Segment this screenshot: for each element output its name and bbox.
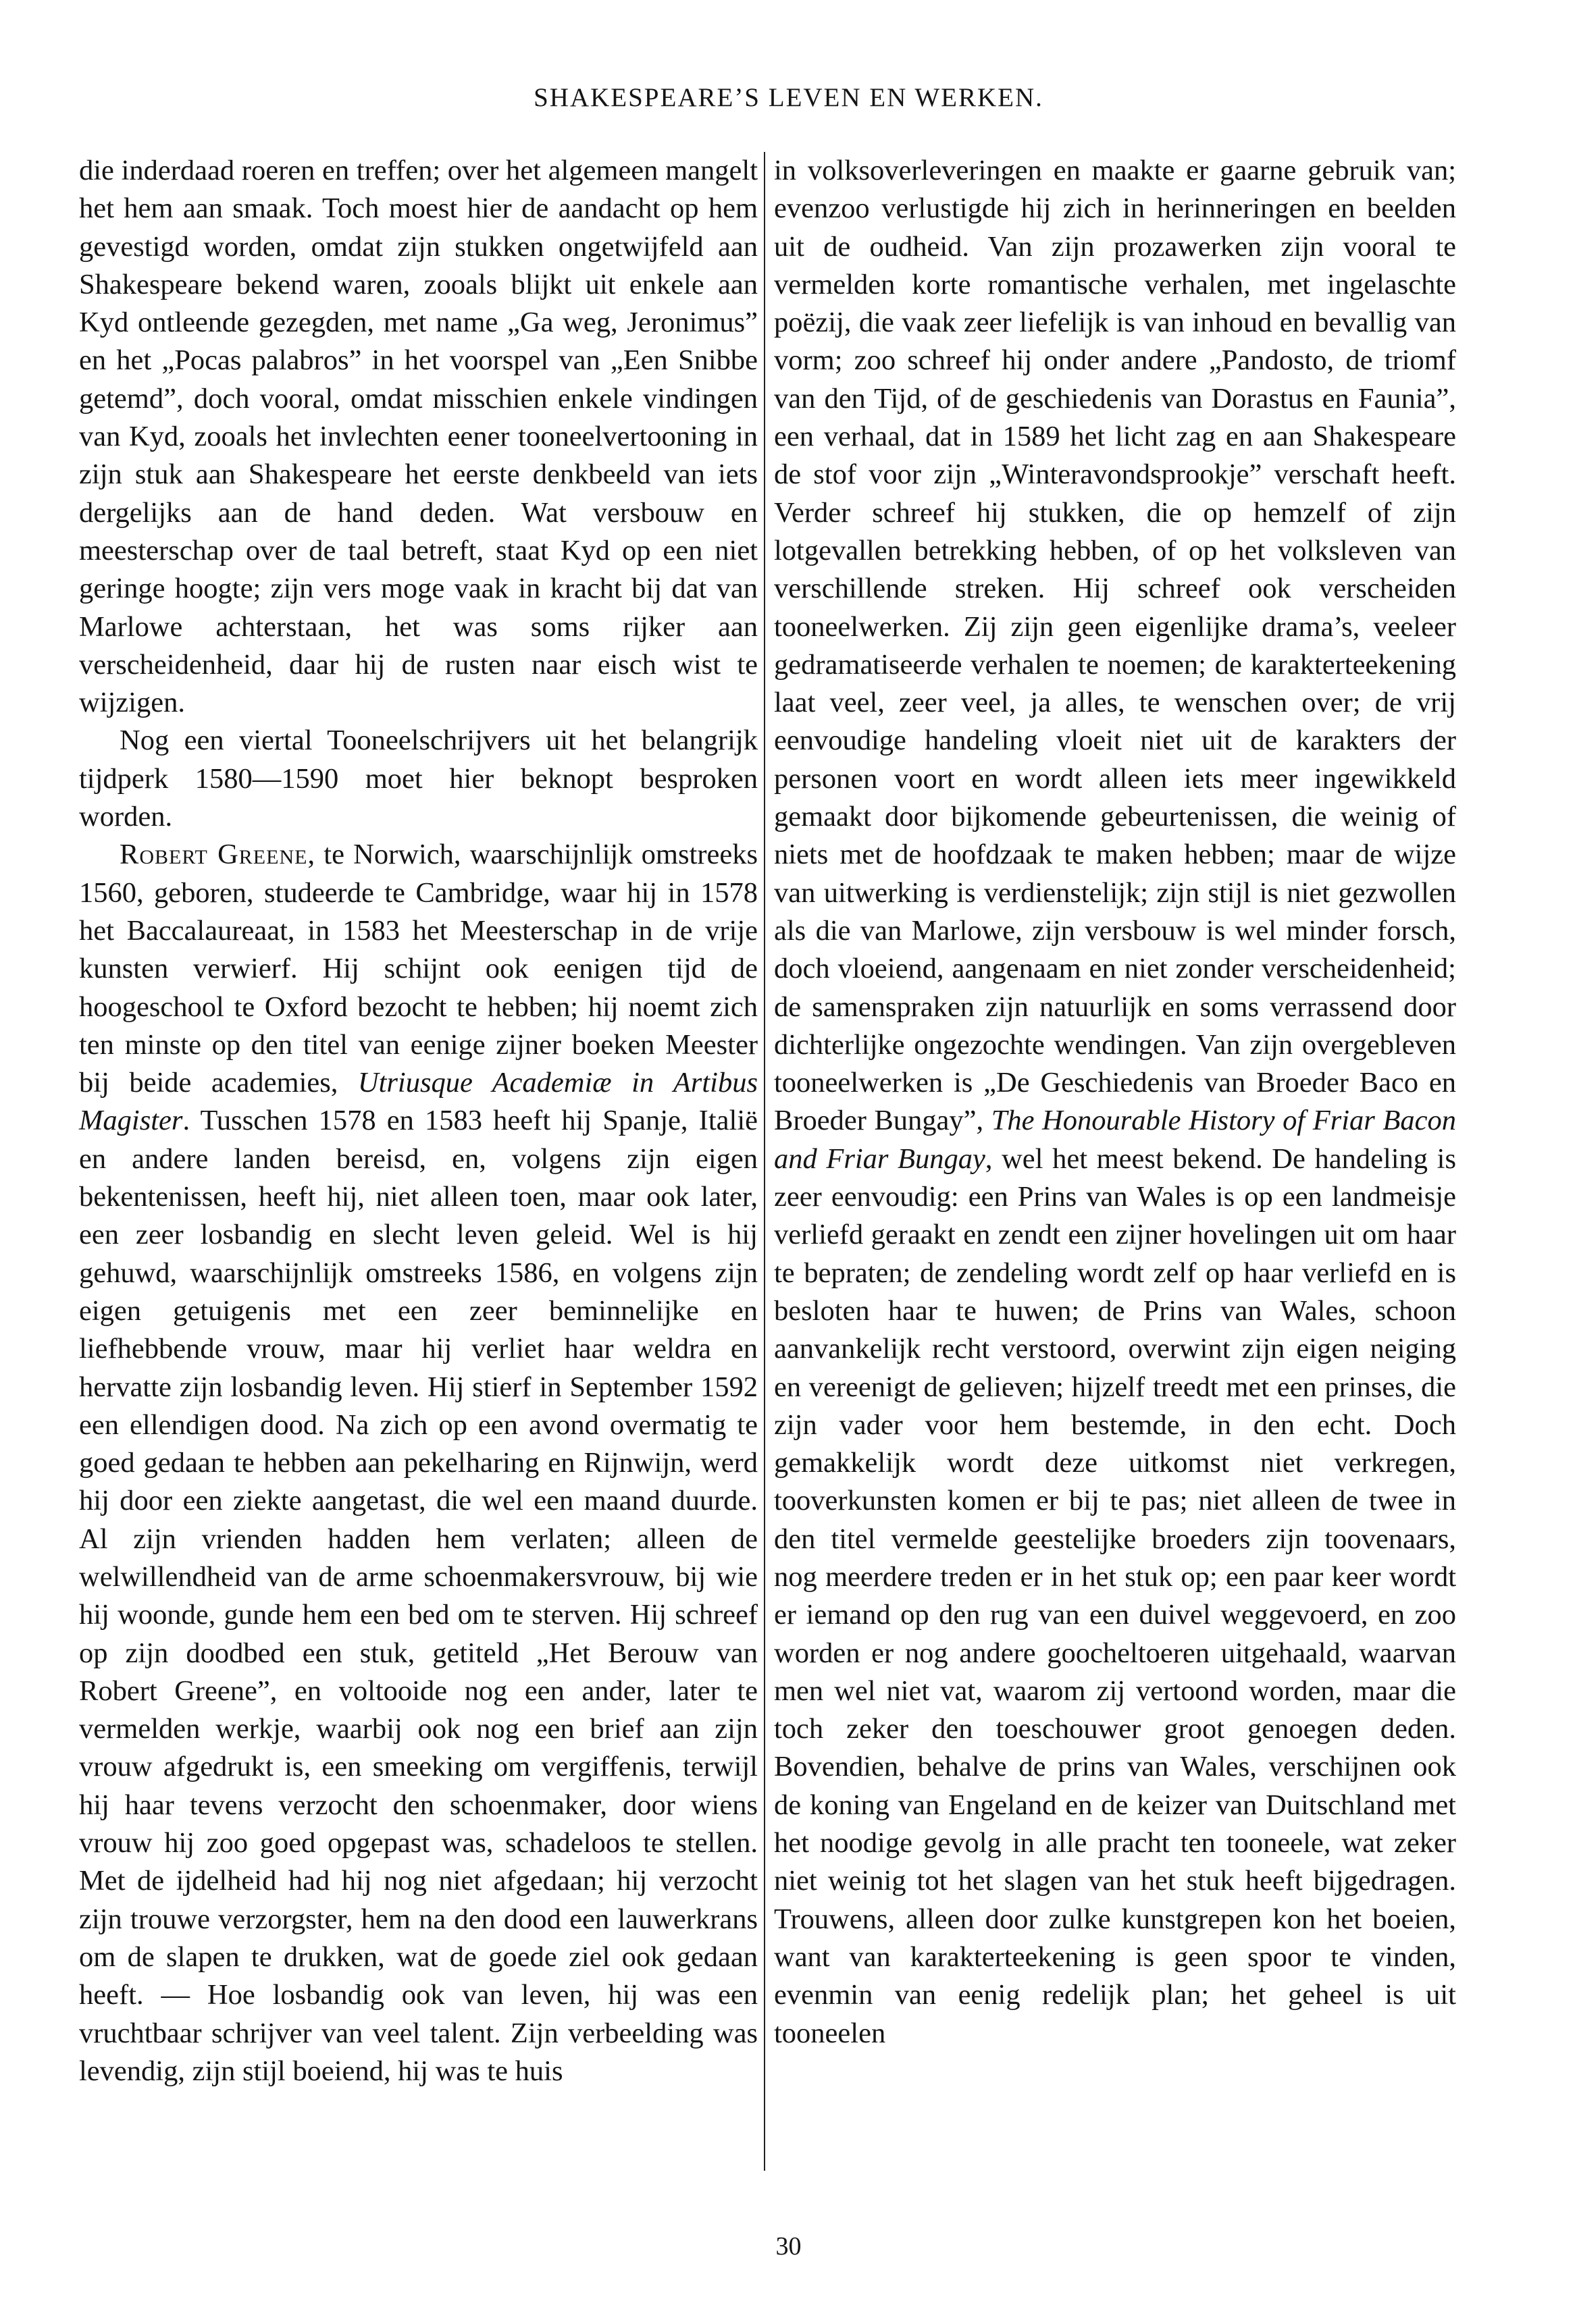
- left-column: [79, 152, 758, 2090]
- greene-works-part-2: , wel het meest bekend. De handeling is zeer eenvoudig: een Prins van Wales is op een landmeisje verliefd geraakt en zendt een zijner hovelingen uit om haar te bepraten; de zendeling wordt zelf op haar verliefd en is besloten haar te huwen; de Prins van Wales, schoon aanvankelijk recht verstoord, overwint zijn eigen neiging en vereenigt de gelieven; hijzelf treedt met een prinses, die zijn vader voor hem bestemde, in den echt. Doch gemakkelijk wordt deze uitkomst niet verkregen, tooverkunsten komen er bij te pas; niet alleen de twee in den titel vermelde geestelijke broeders zijn toovenaars, nog meerdere treden er in het stuk op; een paar keer wordt er iemand op den rug van een duivel weggevoerd, en zoo worden er nog andere goocheltoeren uitgehaald, waarvan men wel niet vat, waarom zij vertoond worden, maar die toch zeker den toeschouwer groot genoegen deden. Bovendien, behalve de prins van Wales, verschijnen ook de koning van Engeland en de keizer van Duitschland met het noodige gevolg in alle pracht ten tooneele, wat zeker niet weinig tot het slagen van het stuk heeft bijgedragen. Trouwens, alleen door zulke kunstgrepen kon het boeien, want van karakterteekening is geen spoor te vinden, evenmin van eenig redelijk plan; het geheel is uit tooneelen: [774, 1142, 1457, 2049]
- greene-bio-part-1: , te Norwich, waarschijnlijk omstreeks 1560, geboren, studeerde te Cambridge, waar hij in 1578 het Baccalaureaat, in 1583 het Meesterschap in de vrije kunsten verwierf. Hij schijnt ook eenigen tijd de hoogeschool te Oxford bezocht te hebben; hij noemt zich ten minste op den titel van eenige zijner boeken Meester bij beide academies,: [79, 839, 758, 1099]
- page-number: 30: [775, 2232, 802, 2261]
- right-column: [774, 152, 1456, 2053]
- greene-works-part-1: in volksoverleveringen en maakte er gaarne gebruik van; evenzoo verlustigde hij zich in herinneringen en beelden uit de oudheid. Van zijn prozawerken zijn vooral te vermelden korte romantische verhalen, met ingelaschte poëzij, die vaak zeer liefelijk is van inhoud en bevallig van vorm; zoo schreef hij onder andere „Pandosto, de triomf van den Tijd, of de geschiedenis van Dorastus en Faunia”, een verhaal, dat in 1589 het licht zag en aan Shakespeare de stof voor zijn „Winteravondsprookje” verschaft heeft. Verder schreef hij stukken, die op hemzelf of zijn lotgevallen betrekking hebben, of op het volksleven van verschillende streken. Hij schreef ook verscheiden tooneelwerken. Zij zijn geen eigenlijke drama’s, veeleer gedramatiseerde verhalen te noemen; de karakterteekening laat veel, zeer veel, ja alles, te wenschen over; de vrij eenvoudige handeling vloeit niet uit de karakters der personen voort en wordt alleen iets meer ingewikkeld gemaakt door bijkomende gebeurtenissen, die weinig of niets met de hoofdzaak te maken hebben; maar de wijze van uitwerking is verdienstelijk; zijn stijl is niet gezwollen als die van Marlowe, zijn versbouw is wel minder forsch, doch vloeiend, aangenaam en niet zonder verscheidenheid; de samenspraken zijn natuurlijk en soms verrassend door dichterlijke ongezochte wendingen. Van zijn overgebleven tooneelwerken is „De Geschiedenis van Broeder Baco en Broeder Bungay”,: [774, 155, 1456, 1137]
- latin-title: Utriusque Academiæ in Artibus Magister: [79, 1067, 758, 1137]
- english-play-title: The Honourable History of Friar Bacon and Friar Bungay: [774, 1105, 1456, 1175]
- paragraph-four-playwrights: Nog een viertal Tooneelschrijvers uit het belangrijk tijdperk 1580—1590 moet hier beknopt besproken worden.: [79, 724, 758, 833]
- paragraph-kyd-conclusion: die inderdaad roeren en treffen; over het algemeen mangelt het hem aan smaak. Toch moest hier de aandacht op hem gevestigd worden, omdat zijn stukken ongetwijfeld aan Shakespeare bekend waren, zooals blijkt uit enkele aan Kyd ontleende gezegden, met name „Ga weg, Jeronimus” en het „Pocas palabros” in het voorspel van „Een Snibbe getemd”, doch vooral, omdat misschien enkele vindingen van Kyd, zooals het invlechten eener tooneelvertooning in zijn stuk aan Shakespeare het eerste denkbeeld van iets dergelijks aan de hand deden. Wat versbouw en meesterschap over de taal betreft, staat Kyd op een niet geringe hoogte; zijn vers moge vaak in kracht bij dat van Marlowe achterstaan, het was soms rijker aan verscheidenheid, daar hij de rusten naar eisch wist te wijzigen.: [79, 155, 758, 719]
- column-divider: [764, 152, 765, 2171]
- paragraph-greene-works: [774, 152, 1456, 2053]
- greene-bio-part-2: . Tusschen 1578 en 1583 heeft hij Spanje, Italië en andere landen bereisd, en, volgens zijn eigen bekentenissen, heeft hij, niet alleen toen, maar ook later, een zeer losbandig en slecht leven geleid. Wel is hij gehuwd, waarschijnlijk omstreeks 1586, en volgens zijn eigen getuigenis met een zeer beminnelijke en liefhebbende vrouw, maar hij verliet haar weldra en hervatte zijn losbandig leven. Hij stierf in September 1592 een ellendigen dood. Na zich op een avond overmatig te goed gedaan te hebben aan pekelharing en Rijnwijn, werd hij door een ziekte aangetast, die wel een maand duurde. Al zijn vrienden hadden hem verlaten; alleen de welwillendheid van de arme schoenmakersvrouw, bij wie hij woonde, gunde hem een bed om te sterven. Hij schreef op zijn doodbed een stuk, getiteld „Het Berouw van Robert Greene”, en voltooide nog een ander, later te vermelden werkje, waarbij ook nog een brief aan zijn vrouw afgedrukt is, een smeeking om vergiffenis, terwijl hij haar tevens verzocht den schoenmaker, door wiens vrouw hij zoo goed opgepast was, schadeloos te stellen. Met de ijdelheid had hij nog niet afgedaan; hij verzocht zijn trouwe verzorgster, hem na den dood een lauwerkrans om de slapen te drukken, wat de goede ziel ook gedaan heeft. — Hoe losbandig ook van leven, hij was een vruchtbaar schrijver van veel talent. Zijn verbeelding was levendig, zijn stijl boeiend, hij was te huis: [79, 1105, 758, 2087]
- running-header: SHAKESPEARE’S LEVEN EN WERKEN.: [534, 83, 1043, 112]
- author-name-robert-greene: Robert Greene: [120, 839, 308, 871]
- paragraph-robert-greene: [79, 836, 758, 2090]
